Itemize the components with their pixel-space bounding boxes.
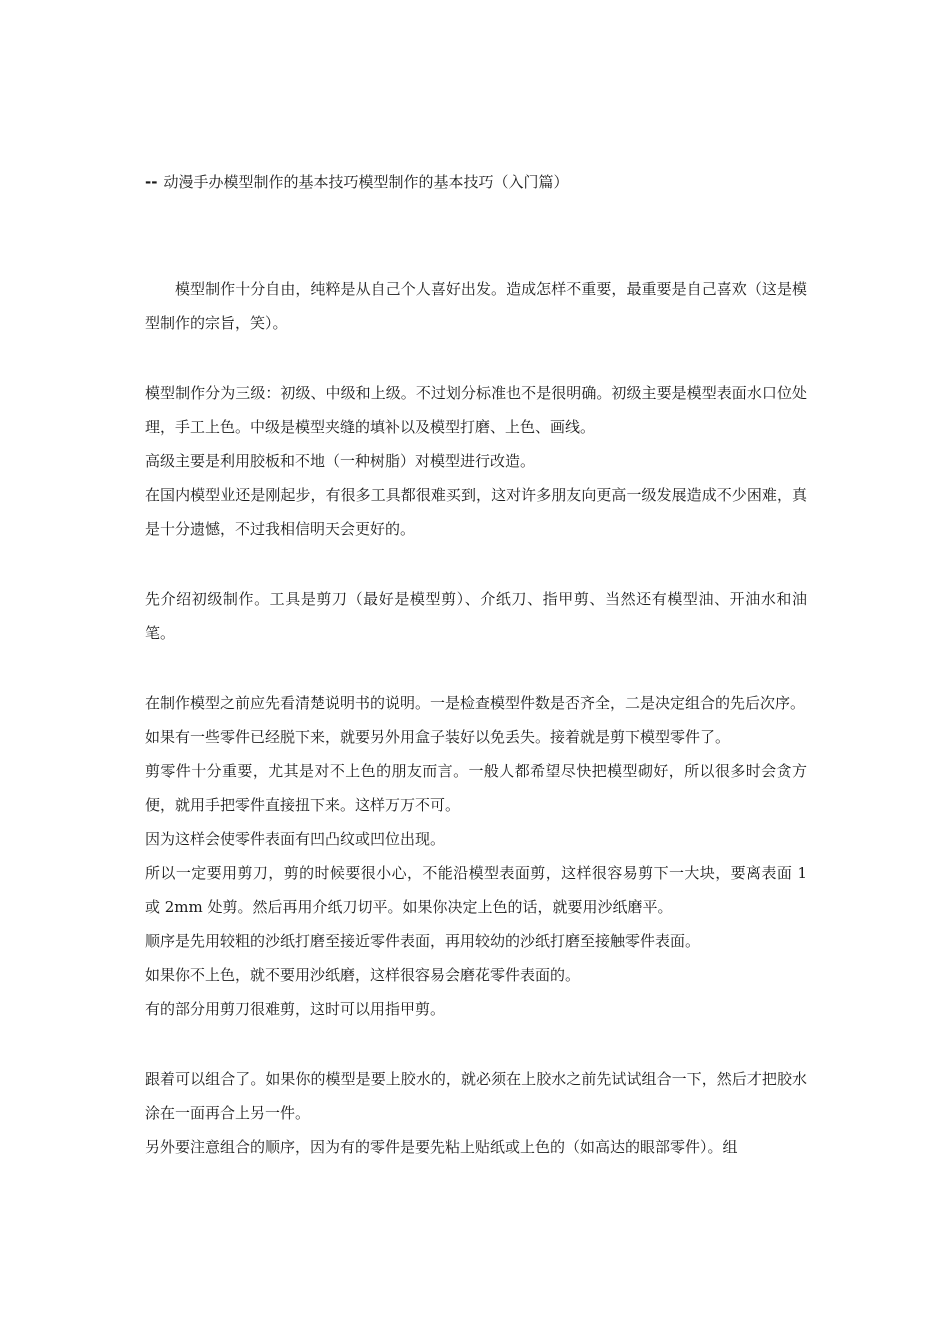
document-body — [145, 272, 807, 1164]
paragraph-levels: 模型制作分为三级：初级、中级和上级。不过划分标准也不是很明确。初级主要是模型表面水口位处理，手工上色。中级是模型夹缝的填补以及模型打磨、上色、画线。 — [145, 384, 807, 436]
paragraph-levels-domestic: 在国内模型业还是刚起步，有很多工具都很难买到，这对许多朋友向更高一级发展造成不少困难，真是十分遗憾，不过我相信明天会更好的。 — [145, 486, 807, 538]
paragraph-spacer — [145, 340, 807, 376]
paragraph-spacer — [145, 1026, 807, 1062]
paragraph-levels-advanced: 高级主要是利用胶板和不地（一种树脂）对模型进行改造。 — [145, 452, 536, 470]
paragraph-loose-parts: 如果有一些零件已经脱下来，就要另外用盒子装好以免丢失。接着就是剪下模型零件了。 — [145, 728, 731, 746]
cutting-method-text: 所以一定要用剪刀，剪的时候要很小心，不能沿模型表面剪，这样很容易剪下一大块，要离表面 1 或 2mm 处剪。然后再用介纸刀切平。如果你决定上色的话，就要用沙纸磨平。 — [145, 864, 807, 916]
paragraph-assembly-order: 另外要注意组合的顺序，因为有的零件是要先粘上贴纸或上色的（如高达的眼部零件）。组 — [145, 1138, 738, 1156]
paragraph-spacer — [145, 546, 807, 582]
paragraph-nail-clipper: 有的部分用剪刀很难剪，这时可以用指甲剪。 — [145, 1000, 446, 1018]
paragraph-no-paint: 如果你不上色，就不要用沙纸磨，这样很容易会磨花零件表面的。 — [145, 966, 581, 984]
title-text: 动漫手办模型制作的基本技巧模型制作的基本技巧（入门篇） — [163, 173, 569, 191]
title-prefix: -- — [145, 173, 158, 191]
paragraph-instructions: 在制作模型之前应先看清楚说明书的说明。一是检查模型件数是否齐全，二是决定组合的先后次序。 — [145, 694, 806, 712]
paragraph-sanding-order: 顺序是先用较粗的沙纸打磨至接近零件表面，再用较幼的沙纸打磨至接触零件表面。 — [145, 932, 701, 950]
paragraph-assembly: 跟着可以组合了。如果你的模型是要上胶水的，就必须在上胶水之前先试试组合一下，然后才把胶水涂在一面再合上另一件。 — [145, 1070, 807, 1122]
paragraph-spacer — [145, 650, 807, 686]
paragraph-cutting-method — [145, 856, 807, 924]
document-title — [145, 170, 568, 194]
paragraph-tools: 先介绍初级制作。工具是剪刀（最好是模型剪）、介纸刀、指甲剪、当然还有模型油、开油水和油笔。 — [145, 590, 807, 642]
paragraph-intro: 模型制作十分自由，纯粹是从自己个人喜好出发。造成怎样不重要，最重要是自己喜欢（这是模型制作的宗旨，笑）。 — [145, 280, 807, 332]
paragraph-cutting-reason: 因为这样会使零件表面有凹凸纹或凹位出现。 — [145, 830, 446, 848]
paragraph-cutting: 剪零件十分重要，尤其是对不上色的朋友而言。一般人都希望尽快把模型砌好，所以很多时会贪方便，就用手把零件直接扭下来。这样万万不可。 — [145, 762, 807, 814]
